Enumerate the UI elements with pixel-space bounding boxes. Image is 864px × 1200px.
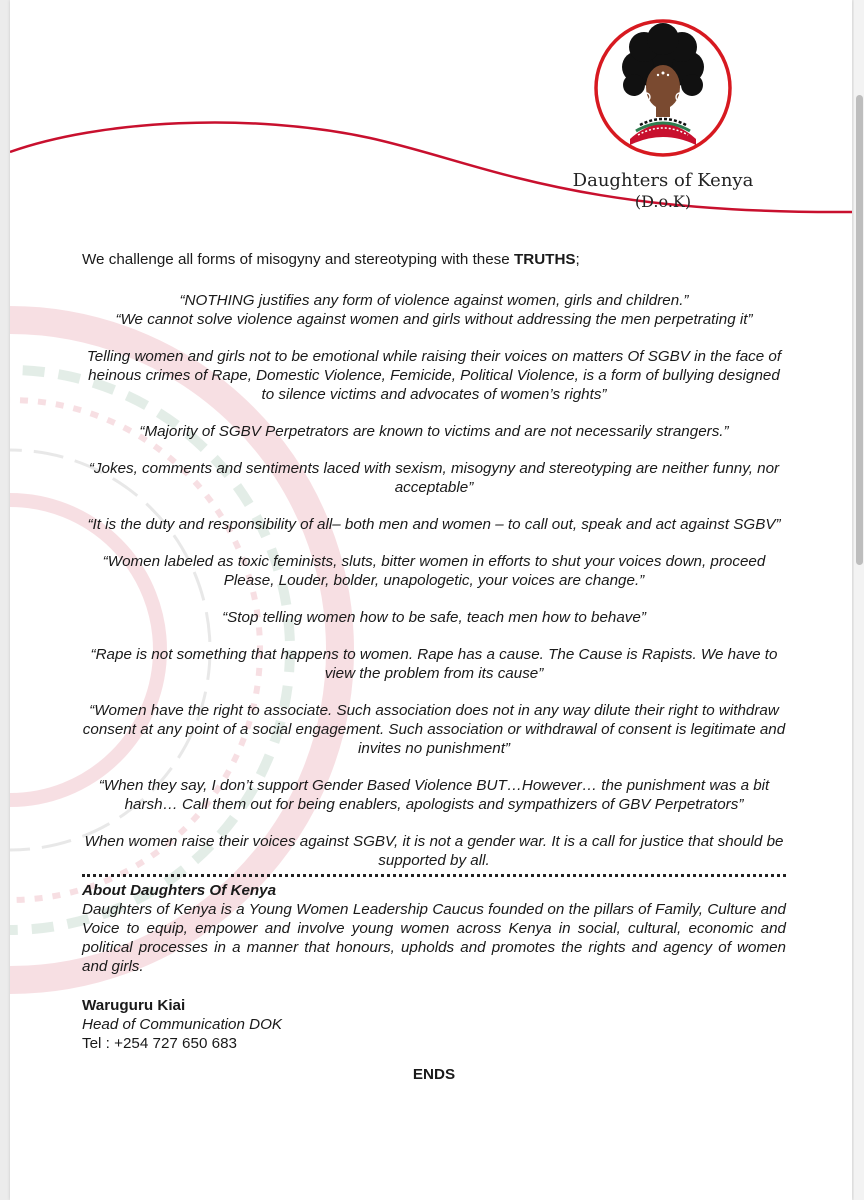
daughters-of-kenya-logo — [592, 17, 734, 159]
truth-statement: “Jokes, comments and sentiments laced with sexism, misogyny and stereotyping are neither funny, nor acceptable” — [88, 460, 780, 496]
intro-suffix: ; — [575, 251, 580, 268]
truth-statement: “When they say, I don’t support Gender Based Violence BUT…However… the punishment was a bit harsh… Call them out for being enablers, apologists and sympathizers of GBV Perpetrators” — [98, 777, 770, 813]
document-page — [10, 0, 852, 1200]
intro-prefix: We challenge all forms of misogyny and stereotyping with these — [82, 251, 514, 268]
truth-statement: “We cannot solve violence against women and girls without addressing the men perpetrating it” — [115, 311, 753, 328]
ends-marker: ENDS — [412, 1066, 456, 1083]
intro-paragraph — [82, 250, 786, 269]
truth-statement: “Stop telling women how to be safe, teach men how to behave” — [222, 609, 646, 626]
about-title: About Daughters Of Kenya — [82, 882, 277, 899]
signatory-phone: Tel : +254 727 650 683 — [82, 1035, 237, 1052]
about-body: Daughters of Kenya is a Young Women Leadership Caucus founded on the pillars of Family, Culture and Voice to equip, empower and involve young women across Kenya in social, cultural, economic and political processes in a manner that honours, upholds and promotes the rights and agency of women and girls. — [82, 901, 786, 975]
signatory-role: Head of Communication DOK — [82, 1016, 283, 1033]
signatory-name: Waruguru Kiai — [82, 997, 186, 1014]
truth-statement: When women raise their voices against SGBV, it is not a gender war. It is a call for justice that should be supported by all. — [84, 833, 784, 869]
org-abbreviation: (D.o.K) — [634, 192, 692, 211]
scrollbar-track[interactable] — [854, 0, 864, 1200]
truth-statement: Telling women and girls not to be emotional while raising their voices on matters Of SGBV in the face of heinous crimes of Rape, Domestic Violence, Femicide, Political Violence, is a form of bullying designed to silence victims and advocates of women’s rights” — [86, 348, 782, 403]
org-name: Daughters of Kenya — [572, 170, 754, 191]
intro-emphasis: TRUTHS — [513, 251, 576, 268]
truth-statement: “Majority of SGBV Perpetrators are known to victims and are not necessarily strangers.” — [139, 423, 729, 440]
truth-statement: “NOTHING justifies any form of violence against women, girls and children.” — [179, 292, 689, 309]
dotted-divider — [82, 874, 786, 877]
scrollbar-thumb[interactable] — [856, 95, 863, 565]
statement-body — [82, 250, 786, 1084]
truth-statement: “Rape is not something that happens to women. Rape has a cause. The Cause is Rapists. We have to view the problem from its cause” — [90, 646, 778, 682]
truth-statement: “Women labeled as toxic feminists, sluts, bitter women in efforts to shut your voices down, proceed Please, Louder, bolder, unapologetic, your voices are change.” — [102, 553, 766, 589]
truth-statement: “Women have the right to associate. Such association does not in any way dilute their right to withdraw consent at any point of a social engagement. Such association or withdrawal of consent is legitimate and invites no punishment” — [82, 702, 786, 757]
truth-statement: “It is the duty and responsibility of all– both men and women – to call out, speak and act against SGBV” — [87, 516, 781, 533]
